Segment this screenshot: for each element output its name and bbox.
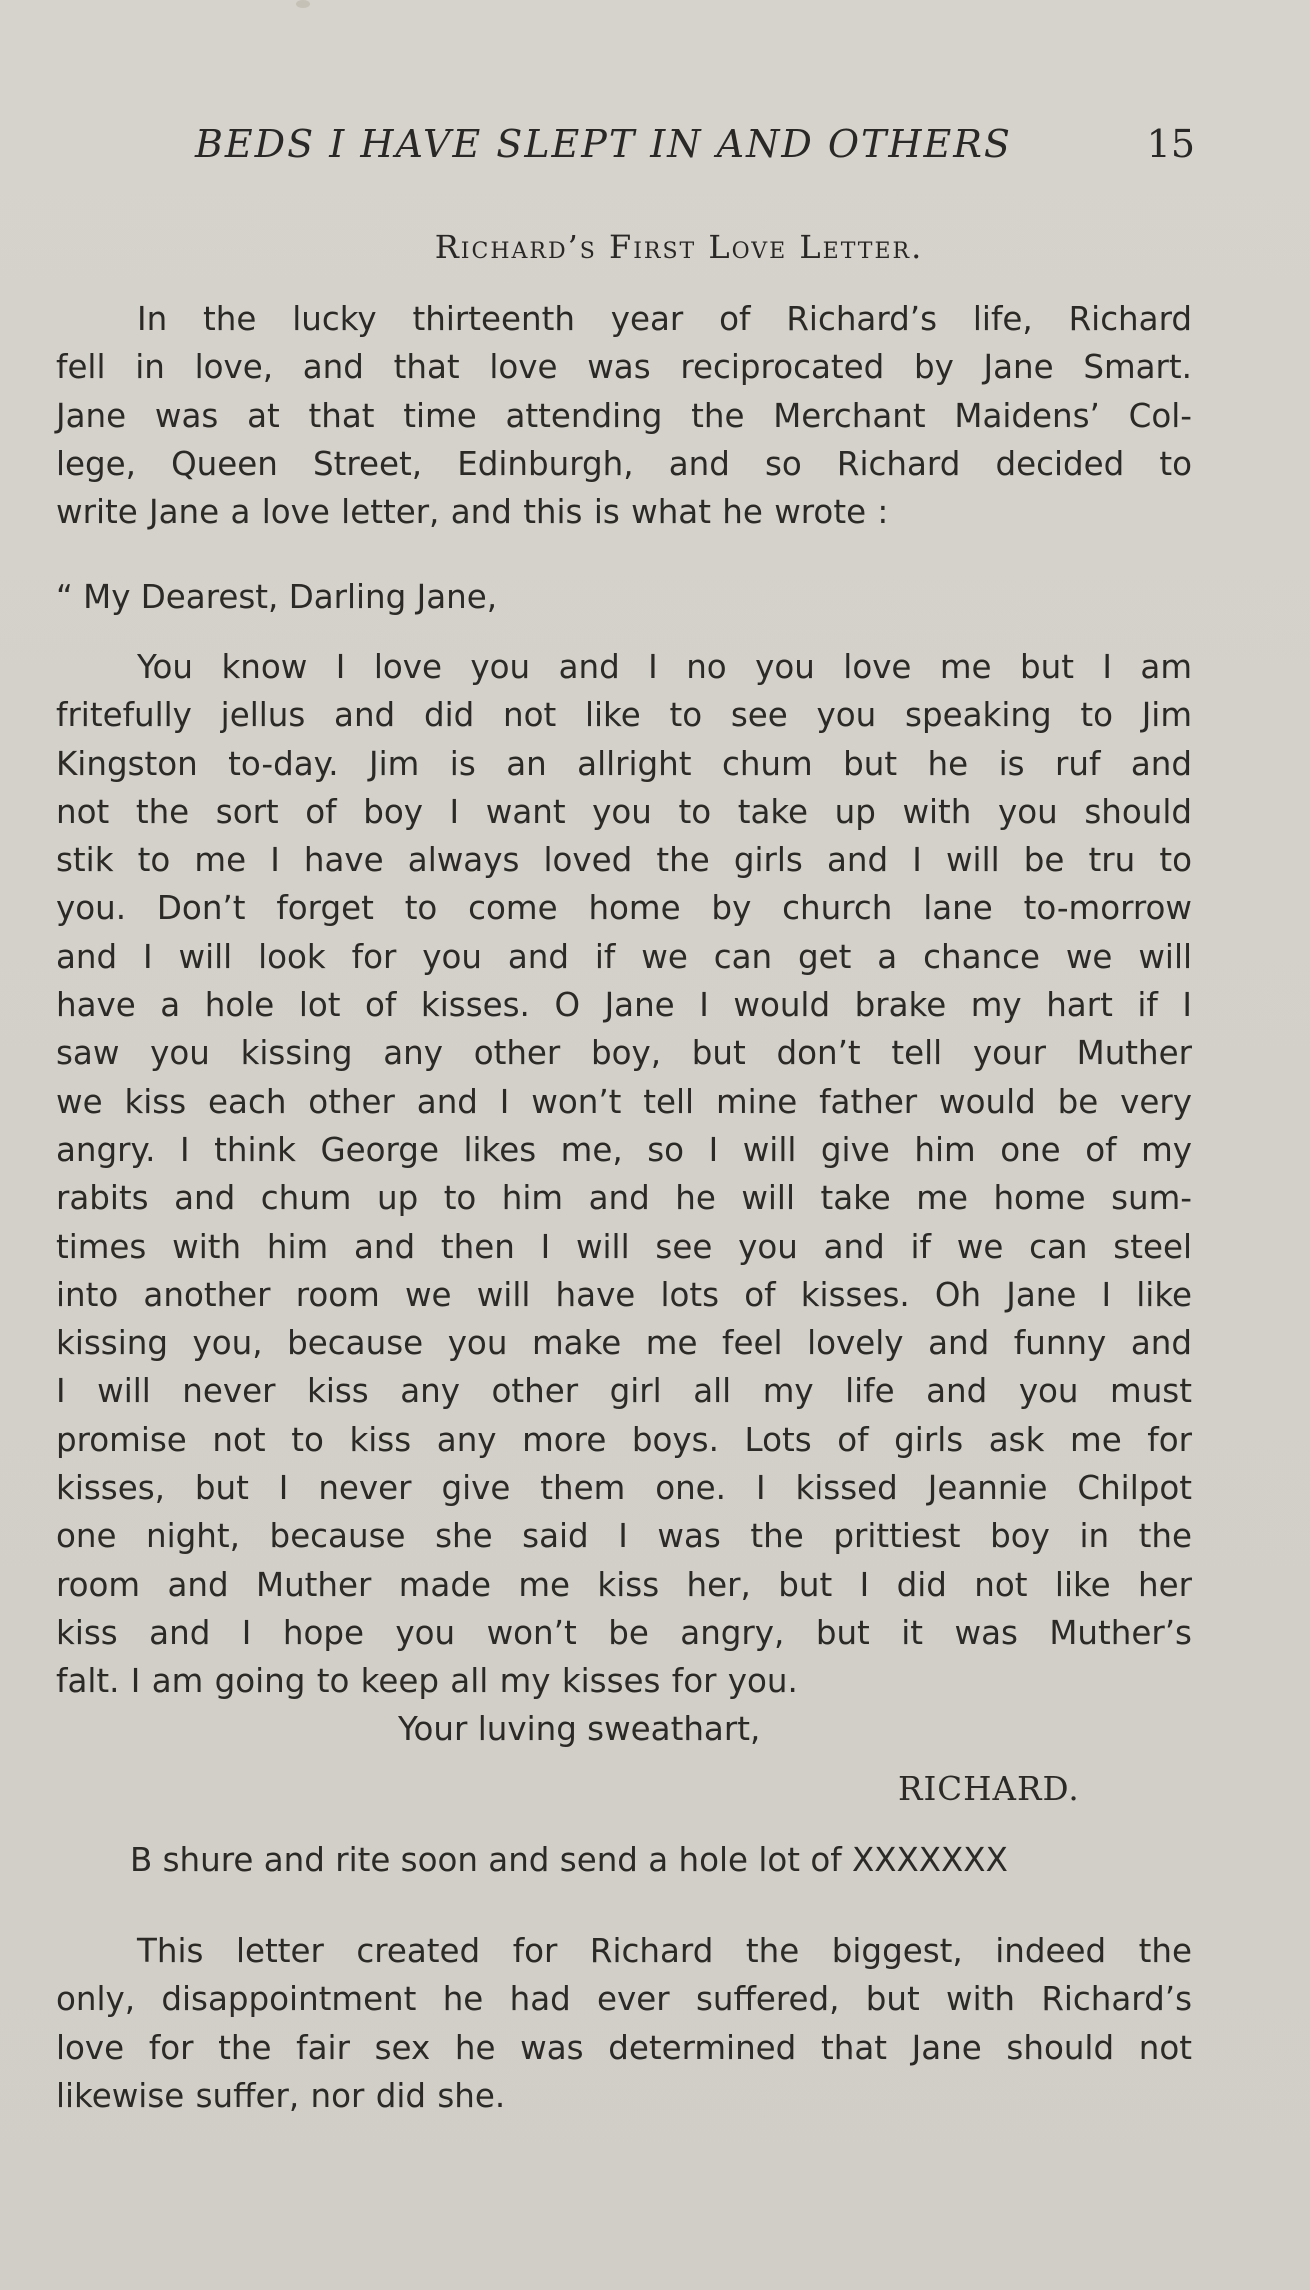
letter-line: You know I love you and I no you love me but I am bbox=[137, 648, 1192, 686]
letter-line: have a hole lot of kisses. O Jane I would brake my hart if I bbox=[56, 986, 1192, 1025]
letter-line: kiss and I hope you won’t be angry, but it was Muther’s bbox=[56, 1613, 1192, 1652]
letter-line: falt. I am going to keep all my kisses for you. bbox=[56, 1662, 798, 1701]
intro-line: Jane was at that time attending the Merchant Maidens’ Col- bbox=[56, 396, 1192, 435]
letter-postscript: B shure and rite soon and send a hole lot of XXXXXXX bbox=[130, 1841, 1008, 1879]
letter-line: saw you kissing any other boy, but don’t tell your Muther bbox=[56, 1034, 1192, 1073]
letter-salutation: “ My Dearest, Darling Jane, bbox=[56, 578, 498, 616]
letter-line: not the sort of boy I want you to take up with you should bbox=[56, 792, 1192, 831]
letter-line: into another room we will have lots of kisses. Oh Jane I like bbox=[56, 1275, 1192, 1314]
letter-line: rabits and chum up to him and he will take me home sum- bbox=[56, 1179, 1192, 1218]
closing-line: only, disappointment he had ever suffered, but with Richard’s bbox=[56, 1980, 1192, 2019]
letter-line: angry. I think George likes me, so I will give him one of my bbox=[56, 1130, 1192, 1169]
letter-closing: Your luving sweathart, bbox=[398, 1710, 761, 1748]
letter-line: kisses, but I never give them one. I kissed Jeannie Chilpot bbox=[56, 1469, 1192, 1508]
letter-line: you. Don’t forget to come home by church lane to-morrow bbox=[56, 889, 1192, 928]
intro-line: In the lucky thirteenth year of Richard’s life, Richard bbox=[137, 300, 1192, 338]
letter-line: promise not to kiss any more boys. Lots of girls ask me for bbox=[56, 1420, 1192, 1459]
letter-line: room and Muther made me kiss her, but I did not like her bbox=[56, 1565, 1192, 1604]
letter-line: Kingston to-day. Jim is an allright chum but he is ruf and bbox=[56, 744, 1192, 783]
intro-paragraph bbox=[56, 295, 1192, 536]
letter-line: I will never kiss any other girl all my life and you must bbox=[56, 1372, 1192, 1411]
intro-line: write Jane a love letter, and this is what he wrote : bbox=[56, 493, 889, 532]
intro-line: fell in love, and that love was reciprocated by Jane Smart. bbox=[56, 348, 1192, 387]
letter-line: kissing you, because you make me feel lovely and funny and bbox=[56, 1324, 1192, 1363]
closing-paragraph bbox=[56, 1927, 1192, 2120]
chapter-title: Richard’s First Love Letter. bbox=[434, 228, 924, 266]
letter-line: and I will look for you and if we can get a chance we will bbox=[56, 937, 1192, 976]
paper-blemish bbox=[296, 0, 310, 8]
letter-line: we kiss each other and I won’t tell mine father would be very bbox=[56, 1082, 1192, 1121]
page-number: 15 bbox=[1146, 122, 1195, 166]
letter-signature: RICHARD. bbox=[898, 1770, 1080, 1808]
running-title: BEDS I HAVE SLEPT IN AND OTHERS bbox=[195, 122, 1012, 166]
closing-line: likewise suffer, nor did she. bbox=[56, 2076, 506, 2115]
letter-line: fritefully jellus and did not like to see you speaking to Jim bbox=[56, 696, 1192, 735]
letter-body bbox=[56, 643, 1192, 1706]
intro-line: lege, Queen Street, Edinburgh, and so Richard decided to bbox=[56, 444, 1192, 483]
letter-line: one night, because she said I was the prittiest boy in the bbox=[56, 1517, 1192, 1556]
closing-line: This letter created for Richard the biggest, indeed the bbox=[137, 1932, 1192, 1970]
letter-line: stik to me I have always loved the girls and I will be tru to bbox=[56, 841, 1192, 880]
closing-line: love for the fair sex he was determined that Jane should not bbox=[56, 2028, 1192, 2067]
running-head bbox=[195, 122, 1195, 182]
letter-line: times with him and then I will see you and if we can steel bbox=[56, 1227, 1192, 1266]
